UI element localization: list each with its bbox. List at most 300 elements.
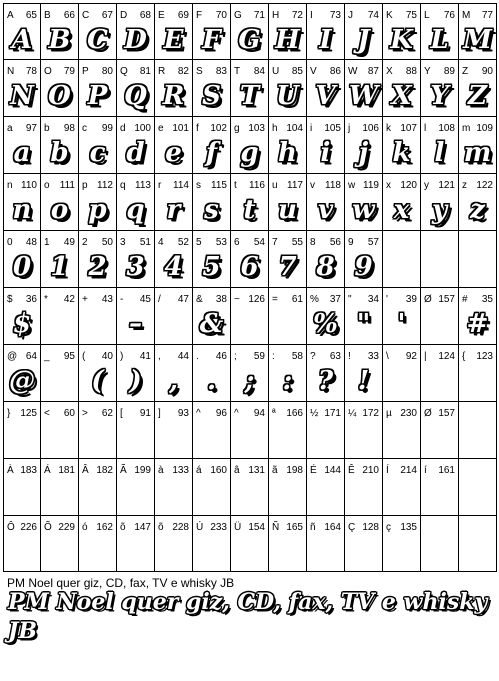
- cell-glyph: [4, 532, 40, 572]
- cell-character: l: [424, 123, 427, 134]
- cell-character: u: [272, 180, 278, 191]
- glyph-cell: [345, 231, 383, 288]
- cell-glyph: [79, 418, 116, 458]
- glyph-cell: [307, 117, 345, 174]
- glyph-cell: [79, 3, 117, 60]
- cell-code: 109: [476, 123, 493, 134]
- cell-code: 157: [438, 294, 455, 305]
- glyph-cell: [193, 117, 231, 174]
- cell-character: W: [348, 66, 358, 77]
- cell-code: 120: [400, 180, 417, 191]
- glyph-cell: [231, 60, 269, 117]
- glyph-cell: [421, 3, 459, 60]
- glyph-cell: [41, 459, 79, 516]
- cell-character: Ç: [348, 522, 356, 533]
- cell-character: F: [196, 10, 203, 21]
- cell-character: U: [272, 66, 280, 77]
- glyph-cell: [117, 459, 155, 516]
- cell-glyph: ?: [317, 366, 334, 396]
- cell-character: m: [462, 123, 471, 134]
- cell-code: 133: [172, 465, 189, 476]
- glyph-cell: [421, 60, 459, 117]
- glyph-cell: [307, 345, 345, 402]
- cell-glyph: G: [238, 25, 261, 55]
- cell-glyph: 5: [202, 252, 221, 282]
- cell-code: 164: [324, 522, 341, 533]
- cell-code: 51: [139, 237, 151, 248]
- cell-code: 71: [253, 10, 265, 21]
- cell-glyph: E: [163, 25, 184, 55]
- glyph-cell: [421, 402, 459, 459]
- cell-glyph: v: [317, 195, 334, 225]
- cell-glyph: H: [275, 25, 300, 55]
- glyph-cell: [307, 60, 345, 117]
- cell-glyph: 8: [316, 252, 335, 282]
- sample-caption: PM Noel quer giz, CD, fax, TV e whisky JB: [7, 576, 235, 590]
- cell-glyph: [269, 475, 306, 515]
- glyph-cell: [231, 288, 269, 345]
- cell-character: .: [196, 351, 199, 362]
- cell-character: à: [158, 465, 164, 476]
- glyph-cell: [307, 516, 345, 572]
- cell-glyph: [79, 304, 116, 344]
- cell-code: 68: [139, 10, 151, 21]
- cell-code: 84: [253, 66, 265, 77]
- cell-code: 229: [58, 522, 75, 533]
- glyph-cell: [459, 288, 497, 345]
- cell-code: 110: [21, 180, 37, 191]
- cell-glyph: 6: [240, 252, 259, 282]
- glyph-cell: [345, 174, 383, 231]
- cell-code: 183: [20, 465, 37, 476]
- cell-character: S: [196, 66, 203, 77]
- cell-glyph: [383, 532, 420, 572]
- glyph-cell: [3, 3, 41, 60]
- cell-glyph: U: [276, 81, 299, 111]
- cell-character: A: [7, 10, 14, 21]
- glyph-cell: [3, 516, 41, 572]
- cell-code: 90: [481, 66, 493, 77]
- glyph-cell: [79, 60, 117, 117]
- cell-glyph: S: [202, 81, 221, 111]
- glyph-cell: [231, 459, 269, 516]
- glyph-cell: [3, 117, 41, 174]
- glyph-cell: [269, 516, 307, 572]
- glyph-cell: [345, 60, 383, 117]
- cell-character: Ú: [196, 522, 204, 533]
- cell-code: 48: [25, 237, 37, 248]
- cell-character: f: [196, 123, 199, 134]
- cell-code: 108: [438, 123, 455, 134]
- cell-glyph: [345, 475, 382, 515]
- cell-glyph: r: [166, 195, 181, 225]
- glyph-cell: [421, 459, 459, 516]
- glyph-cell: [193, 516, 231, 572]
- cell-code: 33: [367, 351, 379, 362]
- cell-code: 105: [324, 123, 341, 134]
- glyph-cell: [459, 345, 497, 402]
- cell-code: 50: [101, 237, 113, 248]
- glyph-cell: [41, 288, 79, 345]
- cell-glyph: j: [358, 138, 369, 168]
- cell-character: Q: [120, 66, 128, 77]
- cell-code: 69: [177, 10, 189, 21]
- glyph-cell: [383, 459, 421, 516]
- cell-character: /: [158, 294, 161, 305]
- cell-character: 3: [120, 237, 126, 248]
- cell-character: -: [120, 294, 124, 305]
- cell-character: õ: [158, 522, 164, 533]
- cell-code: 81: [139, 66, 151, 77]
- cell-character: ": [348, 294, 352, 305]
- cell-glyph: [269, 418, 306, 458]
- glyph-cell: [41, 402, 79, 459]
- cell-code: 103: [248, 123, 265, 134]
- cell-character: 4: [158, 237, 164, 248]
- cell-character: t: [234, 180, 237, 191]
- cell-code: 181: [58, 465, 75, 476]
- cell-code: 121: [438, 180, 455, 191]
- glyph-cell: [41, 231, 79, 288]
- cell-code: 83: [215, 66, 227, 77]
- cell-code: 75: [405, 10, 417, 21]
- glyph-cell: [3, 60, 41, 117]
- cell-glyph: 1: [50, 252, 69, 282]
- cell-code: 52: [177, 237, 189, 248]
- character-map-grid: [3, 3, 497, 571]
- cell-code: 162: [96, 522, 113, 533]
- cell-glyph: [193, 475, 230, 515]
- glyph-cell: [383, 402, 421, 459]
- cell-character: @: [7, 351, 18, 362]
- glyph-cell: [155, 117, 193, 174]
- cell-code: 126: [248, 294, 265, 305]
- glyph-cell: [117, 231, 155, 288]
- cell-code: 165: [286, 522, 303, 533]
- cell-character: y: [424, 180, 429, 191]
- cell-glyph: O: [48, 81, 71, 111]
- cell-glyph: &: [199, 309, 224, 339]
- cell-glyph: g: [240, 138, 259, 168]
- cell-code: 128: [362, 522, 379, 533]
- cell-glyph: [383, 475, 420, 515]
- cell-code: 100: [134, 123, 151, 134]
- cell-code: 55: [291, 237, 303, 248]
- cell-character: ^: [196, 408, 201, 419]
- glyph-cell: [155, 345, 193, 402]
- cell-code: 72: [291, 10, 303, 21]
- cell-code: 106: [362, 123, 379, 134]
- cell-glyph: [269, 304, 306, 344]
- cell-character: e: [158, 123, 164, 134]
- glyph-cell: [231, 174, 269, 231]
- cell-character: ¼: [348, 408, 357, 419]
- cell-character: k: [386, 123, 391, 134]
- cell-glyph: [421, 304, 458, 344]
- cell-character: N: [7, 66, 15, 77]
- glyph-cell: [117, 174, 155, 231]
- cell-character: Ø: [424, 294, 432, 305]
- cell-character: À: [7, 465, 14, 476]
- cell-character: Â: [82, 465, 89, 476]
- cell-character: c: [82, 123, 87, 134]
- cell-code: 47: [177, 294, 189, 305]
- glyph-cell: [41, 3, 79, 60]
- glyph-cell: [231, 516, 269, 572]
- cell-glyph: [269, 532, 306, 572]
- cell-character: h: [272, 123, 278, 134]
- cell-code: 56: [329, 237, 341, 248]
- cell-character: ó: [82, 522, 88, 533]
- cell-character: q: [120, 180, 126, 191]
- cell-glyph: [459, 418, 496, 458]
- cell-code: 43: [101, 294, 113, 305]
- cell-glyph: T: [239, 81, 260, 111]
- cell-character: P: [82, 66, 89, 77]
- glyph-cell: [269, 231, 307, 288]
- cell-glyph: V: [315, 81, 336, 111]
- cell-glyph: d: [126, 138, 145, 168]
- cell-glyph: [459, 475, 496, 515]
- glyph-cell: [383, 231, 421, 288]
- cell-character: O: [44, 66, 52, 77]
- cell-code: 37: [329, 294, 341, 305]
- cell-glyph: [383, 418, 420, 458]
- cell-glyph: [421, 247, 458, 287]
- cell-glyph: [421, 418, 458, 458]
- cell-character: ': [386, 294, 388, 305]
- cell-code: 89: [443, 66, 455, 77]
- cell-glyph: [231, 304, 268, 344]
- cell-character: |: [424, 351, 427, 362]
- cell-glyph: [459, 532, 496, 572]
- cell-glyph: p: [88, 195, 107, 225]
- cell-code: 73: [329, 10, 341, 21]
- cell-glyph: n: [12, 195, 32, 225]
- cell-character: I: [310, 10, 313, 21]
- glyph-cell: [193, 459, 231, 516]
- glyph-cell: [3, 174, 41, 231]
- cell-glyph: [117, 475, 154, 515]
- cell-code: 77: [481, 10, 493, 21]
- glyph-cell: [155, 288, 193, 345]
- glyph-cell: [269, 345, 307, 402]
- cell-code: 182: [96, 465, 113, 476]
- glyph-cell: [79, 174, 117, 231]
- cell-code: 86: [329, 66, 341, 77]
- cell-code: 98: [63, 123, 75, 134]
- cell-glyph: %: [313, 309, 338, 339]
- cell-glyph: C: [87, 25, 108, 55]
- cell-glyph: [307, 532, 344, 572]
- cell-glyph: k: [392, 138, 411, 168]
- cell-character: Á: [44, 465, 51, 476]
- cell-character: *: [44, 294, 48, 305]
- cell-glyph: l: [434, 138, 445, 168]
- cell-glyph: [155, 475, 192, 515]
- cell-glyph: h: [278, 138, 297, 168]
- cell-code: 59: [253, 351, 265, 362]
- cell-glyph: [41, 475, 78, 515]
- cell-glyph: B: [48, 25, 71, 55]
- cell-character: 6: [234, 237, 240, 248]
- cell-glyph: [231, 418, 268, 458]
- cell-code: 91: [139, 408, 151, 419]
- cell-glyph: [117, 532, 154, 572]
- cell-character: r: [158, 180, 162, 191]
- cell-code: 80: [101, 66, 113, 77]
- cell-character: ~: [234, 294, 240, 305]
- cell-code: 101: [172, 123, 189, 134]
- cell-character: v: [310, 180, 315, 191]
- cell-character: M: [462, 10, 471, 21]
- cell-code: 199: [134, 465, 151, 476]
- cell-code: 57: [367, 237, 379, 248]
- cell-glyph: [41, 304, 78, 344]
- cell-character: Ñ: [272, 522, 280, 533]
- glyph-cell: [345, 3, 383, 60]
- cell-glyph: N: [10, 81, 34, 111]
- glyph-cell: [421, 231, 459, 288]
- cell-character: w: [348, 180, 356, 191]
- cell-glyph: u: [278, 195, 297, 225]
- glyph-cell: [459, 231, 497, 288]
- glyph-cell: [383, 174, 421, 231]
- glyph-cell: [231, 3, 269, 60]
- cell-glyph: [345, 418, 382, 458]
- cell-code: 160: [210, 465, 227, 476]
- cell-glyph: 4: [164, 252, 183, 282]
- glyph-cell: [79, 516, 117, 572]
- cell-glyph: [383, 247, 420, 287]
- cell-code: 111: [59, 180, 75, 191]
- cell-code: 122: [476, 180, 493, 191]
- cell-glyph: [155, 304, 192, 344]
- cell-glyph: [459, 247, 496, 287]
- glyph-cell: [155, 516, 193, 572]
- cell-character: ,: [158, 351, 161, 362]
- glyph-cell: [269, 3, 307, 60]
- cell-glyph: [231, 475, 268, 515]
- glyph-cell: [79, 345, 117, 402]
- cell-character: É: [310, 465, 317, 476]
- cell-code: 230: [400, 408, 417, 419]
- glyph-cell: [383, 345, 421, 402]
- glyph-cell: [231, 231, 269, 288]
- cell-code: 46: [215, 351, 227, 362]
- cell-character: H: [272, 10, 280, 21]
- glyph-cell: [231, 117, 269, 174]
- glyph-cell: [155, 459, 193, 516]
- glyph-cell: [231, 402, 269, 459]
- glyph-cell: [117, 402, 155, 459]
- cell-glyph: I: [319, 25, 332, 55]
- cell-character: Z: [462, 66, 469, 77]
- cell-glyph: J: [357, 25, 370, 55]
- cell-code: 36: [25, 294, 37, 305]
- cell-glyph: [383, 361, 420, 401]
- cell-code: 123: [476, 351, 493, 362]
- cell-glyph: b: [50, 138, 69, 168]
- cell-glyph: D: [124, 25, 147, 55]
- cell-glyph: s: [204, 195, 219, 225]
- cell-character: í: [424, 465, 427, 476]
- cell-glyph: [117, 418, 154, 458]
- cell-glyph: :: [282, 366, 293, 396]
- cell-code: 107: [400, 123, 417, 134]
- cell-character: õ: [120, 522, 126, 533]
- cell-code: 45: [139, 294, 151, 305]
- glyph-cell: [459, 402, 497, 459]
- cell-glyph: F: [202, 25, 221, 55]
- cell-glyph: 2: [88, 252, 107, 282]
- cell-code: 53: [215, 237, 227, 248]
- cell-character: _: [44, 351, 50, 362]
- cell-character: i: [310, 123, 313, 134]
- sample-text-preview: PM Noel quer giz, CD, fax, TV e whisky JB: [8, 589, 488, 644]
- glyph-cell: [421, 174, 459, 231]
- cell-code: 104: [286, 123, 303, 134]
- cell-code: 166: [286, 408, 303, 419]
- cell-glyph: [193, 418, 230, 458]
- cell-code: 79: [63, 66, 75, 77]
- cell-character: {: [462, 351, 466, 362]
- glyph-cell: [155, 402, 193, 459]
- cell-code: 94: [253, 408, 265, 419]
- glyph-cell: [307, 174, 345, 231]
- cell-glyph: c: [89, 138, 106, 168]
- cell-code: 214: [400, 465, 417, 476]
- cell-glyph: [459, 361, 496, 401]
- glyph-cell: [383, 288, 421, 345]
- cell-code: 70: [215, 10, 227, 21]
- glyph-cell: [117, 288, 155, 345]
- glyph-cell: [117, 345, 155, 402]
- cell-code: 118: [325, 180, 341, 191]
- cell-code: 82: [177, 66, 189, 77]
- cell-code: 58: [291, 351, 303, 362]
- cell-glyph: P: [87, 81, 108, 111]
- glyph-cell: [117, 3, 155, 60]
- cell-glyph: 7: [278, 252, 297, 282]
- cell-character: ?: [310, 351, 316, 362]
- glyph-cell: [383, 516, 421, 572]
- cell-glyph: [4, 418, 40, 458]
- cell-glyph: ): [129, 366, 142, 396]
- glyph-cell: [269, 288, 307, 345]
- glyph-cell: [459, 174, 497, 231]
- glyph-cell: [459, 117, 497, 174]
- cell-glyph: [79, 475, 116, 515]
- glyph-cell: [193, 174, 231, 231]
- cell-glyph: [345, 532, 382, 572]
- glyph-cell: [459, 516, 497, 572]
- glyph-cell: [117, 117, 155, 174]
- glyph-cell: [41, 345, 79, 402]
- cell-code: 64: [25, 351, 37, 362]
- cell-glyph: –: [129, 309, 142, 339]
- cell-character: z: [462, 180, 467, 191]
- cell-code: 65: [25, 10, 37, 21]
- cell-glyph: 9: [354, 252, 373, 282]
- cell-glyph: @: [9, 366, 35, 396]
- cell-character: 8: [310, 237, 316, 248]
- cell-character: 1: [44, 237, 50, 248]
- glyph-cell: [3, 345, 41, 402]
- cell-glyph: [79, 532, 116, 572]
- cell-character: a: [7, 123, 13, 134]
- glyph-cell: [3, 459, 41, 516]
